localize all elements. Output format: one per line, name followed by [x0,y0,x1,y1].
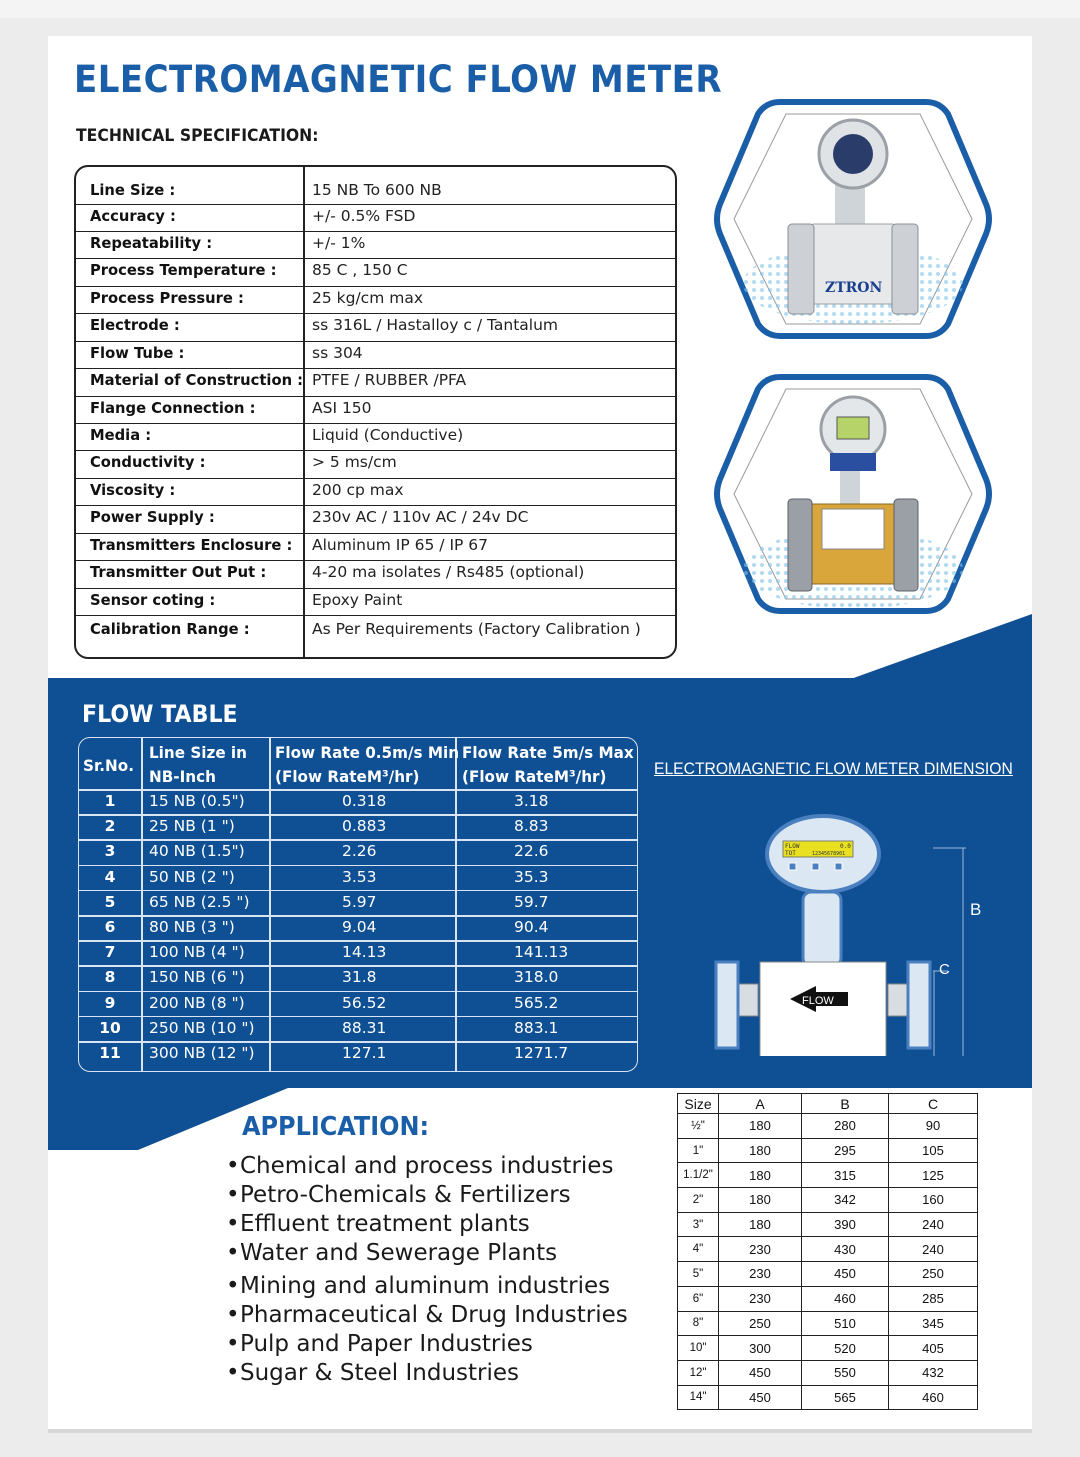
header-flow-min [275,741,459,789]
flow-row-number: 7 [104,943,116,962]
dim-cell-value: 240 [889,1237,978,1262]
spec-row [76,533,675,560]
dim-cell-value: 450 [802,1262,889,1287]
dim-cell-size: 5" [678,1262,719,1287]
dim-cell-size: 6" [678,1286,719,1311]
dim-table-row [678,1237,978,1262]
left-flange [716,962,738,1048]
spec-row [76,478,675,505]
dim-table-row [678,1163,978,1188]
spec-value: +/- 0.5% FSD [312,207,416,225]
header-flow-max [462,741,634,789]
spec-value: Aluminum IP 65 / IP 67 [312,536,489,554]
dimension-drawing [708,806,998,1056]
spec-label: Electrode : [90,316,180,334]
row-divider [79,1016,637,1018]
dim-cell-value: 230 [719,1262,802,1287]
dim-cell-value: 460 [889,1385,978,1410]
dim-label-a: A [818,1024,829,1041]
dim-cell-value: 300 [719,1336,802,1361]
spec-value: Liquid (Conductive) [312,426,464,444]
meter-button-1 [789,863,796,870]
row-divider [79,915,637,917]
meter-button-2 [812,863,819,870]
brochure-page [48,36,1032,1429]
flow-row-max: 90.4 [514,918,549,936]
application-item [226,1273,610,1299]
flow-row-min: 88.31 [342,1018,387,1037]
flow-row-number: 4 [104,867,116,886]
dim-cell-value: 160 [889,1188,978,1213]
spec-row [76,204,675,231]
dim-cell-value: 460 [802,1286,889,1311]
application-item [226,1302,628,1328]
bullet-icon: • [226,1331,240,1357]
flow-table [78,737,638,1072]
dim-cell-value: 180 [719,1212,802,1237]
spec-value: Epoxy Paint [312,591,403,609]
flow-row-number: 6 [104,918,116,936]
spec-row [76,560,675,588]
dim-cell-value: 432 [889,1360,978,1385]
flow-arrow-label: FLOW [802,995,834,1007]
bullet-icon: • [226,1360,240,1386]
bullet-icon: • [226,1182,240,1208]
flow-row-size: 15 NB (0.5") [149,792,245,810]
dim-table-row [678,1262,978,1287]
dim-cell-value: 90 [889,1114,978,1139]
flow-row-min: 0.318 [342,792,387,810]
dim-cell-value: 390 [802,1212,889,1237]
header-flow-max-2: (Flow RateM³/hr) [462,767,607,786]
flow-row-size: 300 NB (12 ") [149,1044,255,1062]
dim-cell-value: 180 [719,1138,802,1163]
row-divider [79,789,637,791]
col-divider [269,738,271,1071]
header-flow-min-2: (Flow RateM³/hr) [275,767,420,786]
flow-row-number: 11 [99,1044,121,1062]
application-item-text: Mining and aluminum industries [240,1273,611,1299]
dim-cell-value: 280 [802,1114,889,1139]
dim-cell-value: 180 [719,1114,802,1139]
flow-row-size: 250 NB (10 ") [149,1018,255,1037]
application-item [226,1182,571,1208]
flow-row-min: 0.883 [342,817,387,836]
dim-header-a: A [719,1094,802,1114]
spec-value: > 5 ms/cm [312,453,397,471]
flow-row-number: 9 [104,993,116,1012]
dim-cell-value: 550 [802,1360,889,1385]
spec-value: 15 NB To 600 NB [312,181,442,199]
dim-cell-value: 285 [889,1286,978,1311]
bullet-icon: • [226,1273,240,1299]
product-image-bottom [710,369,996,619]
dim-cell-size: 14" [678,1385,719,1410]
flow-row-size: 100 NB (4 ") [149,943,245,962]
spec-value: 85 C , 150 C [312,261,408,279]
dim-cell-value: 180 [719,1188,802,1213]
spec-label: Process Temperature : [90,261,277,279]
top-bar [0,0,1080,18]
dim-cell-value: 565 [802,1385,889,1410]
spec-label: Calibration Range : [90,620,250,638]
dim-table-row [678,1385,978,1410]
dim-table-row [678,1114,978,1139]
spec-label: Transmitters Enclosure : [90,536,293,554]
flow-row-min: 5.97 [342,892,377,911]
spec-value: 25 kg/cm max [312,289,424,307]
flow-row-size: 65 NB (2.5 ") [149,892,250,911]
dim-label-c: C [939,961,950,978]
spec-label: Process Pressure : [90,289,244,307]
dim-header-c: C [889,1094,978,1114]
dim-cell-value: 180 [719,1163,802,1188]
dim-cell-size: 8" [678,1311,719,1336]
spec-value: ASI 150 [312,399,372,417]
header-flow-max-1: Flow Rate 5m/s Max [462,743,634,762]
col-divider [141,738,143,1071]
dim-cell-size: 3" [678,1212,719,1237]
dim-table-row [678,1336,978,1361]
application-title: APPLICATION: [242,1112,430,1142]
dim-cell-value: 430 [802,1237,889,1262]
dim-cell-value: 520 [802,1336,889,1361]
application-item-text: Petro-Chemicals & Fertilizers [240,1182,571,1208]
spec-row [76,505,675,533]
dim-table-row [678,1286,978,1311]
flow-row-max: 318.0 [514,968,559,987]
spec-label: Flow Tube : [90,344,185,362]
application-item-text: Chemical and process industries [240,1153,614,1179]
flow-row-min: 14.13 [342,943,387,962]
spec-row [76,313,675,341]
dim-cell-size: 1.1/2" [678,1163,719,1188]
dim-cell-size: 12" [678,1360,719,1385]
flow-row-max: 3.18 [514,792,549,810]
flow-row-size: 50 NB (2 ") [149,867,235,886]
dim-cell-value: 230 [719,1286,802,1311]
dim-table-row [678,1188,978,1213]
lcd-line1-label: FLOW [785,843,800,850]
row-divider [79,814,637,816]
spec-row [76,231,675,258]
flow-row-min: 127.1 [342,1044,387,1062]
band-diagonal [848,614,1032,680]
bottom-shadow [48,1429,1032,1433]
spec-row [76,286,675,313]
spec-label: Conductivity : [90,453,206,471]
lcd-line1-value: 0.0 [840,843,851,850]
row-divider [79,1041,637,1043]
brand-logo: ZTRON [825,280,883,296]
flow-row-size: 40 NB (1.5") [149,842,245,861]
flow-row-max: 59.7 [514,892,549,911]
dim-cell-size: ½" [678,1114,719,1139]
flow-row-number: 5 [104,892,116,911]
header-flow-min-1: Flow Rate 0.5m/s Min [275,743,460,762]
dim-cell-value: 105 [889,1138,978,1163]
flow-row-size: 25 NB (1 ") [149,817,235,836]
row-divider [79,890,637,892]
spec-label: Sensor coting : [90,591,216,609]
dim-cell-value: 230 [719,1237,802,1262]
spec-row [76,167,675,204]
spec-row [76,615,675,659]
header-line-size-1: Line Size in [149,743,247,762]
spec-value: 200 cp max [312,481,404,499]
meter-neck [803,892,841,966]
spec-value: ss 316L / Hastalloy c / Tantalum [312,316,559,334]
application-item-text: Sugar & Steel Industries [240,1360,520,1386]
spec-value: +/- 1% [312,234,366,252]
application-item-text: Effluent treatment plants [240,1211,530,1237]
spec-value: As Per Requirements (Factory Calibration ) [312,620,641,638]
dim-table-row [678,1311,978,1336]
spec-row [76,588,675,615]
dim-cell-value: 250 [889,1262,978,1287]
dim-cell-value: 240 [889,1212,978,1237]
spec-value: 230v AC / 110v AC / 24v DC [312,508,529,526]
dim-cell-value: 450 [719,1360,802,1385]
dimension-title: ELECTROMAGNETIC FLOW METER DIMENSION [654,760,1013,778]
dim-cell-value: 250 [719,1311,802,1336]
flow-row-min: 3.53 [342,867,377,886]
dim-table-row [678,1138,978,1163]
flow-row-size: 80 NB (3 ") [149,918,235,936]
flow-row-number: 3 [104,842,116,861]
flow-table-title: FLOW TABLE [82,700,238,728]
flow-row-number: 2 [104,817,116,836]
application-item [226,1331,533,1357]
flow-row-max: 1271.7 [514,1044,569,1062]
dim-label-b: B [970,900,982,919]
application-item [226,1240,557,1266]
spec-row [76,396,675,423]
spec-label: Repeatability : [90,234,213,252]
flow-row-max: 22.6 [514,842,549,861]
spec-value: PTFE / RUBBER /PFA [312,371,467,389]
right-flange [908,962,930,1048]
spec-label: Power Supply : [90,508,215,526]
bullet-icon: • [226,1211,240,1237]
dim-header-b: B [802,1094,889,1114]
bullet-icon: • [226,1153,240,1179]
flow-row-max: 35.3 [514,867,549,886]
spec-value: 4-20 ma isolates / Rs485 (optional) [312,563,585,581]
header-sr-no: Sr.No. [83,756,134,775]
flow-row-max: 883.1 [514,1018,559,1037]
flow-row-max: 8.83 [514,817,549,836]
spec-row [76,368,675,396]
dimension-table [677,1093,978,1410]
application-item [226,1360,519,1386]
bullet-icon: • [226,1302,240,1328]
spec-table [74,165,677,659]
page-title: ELECTROMAGNETIC FLOW METER [74,58,723,101]
spec-label: Media : [90,426,152,444]
spec-value: ss 304 [312,344,363,362]
dim-cell-value: 295 [802,1138,889,1163]
spec-label: Material of Construction : [90,371,304,389]
flow-row-number: 8 [104,968,116,987]
spec-label: Transmitter Out Put : [90,563,267,581]
spec-heading: TECHNICAL SPECIFICATION: [76,126,319,146]
dim-cell-value: 450 [719,1385,802,1410]
spec-label: Viscosity : [90,481,176,499]
spec-row [76,258,675,286]
band-lower-block [48,1088,138,1150]
spec-row [76,341,675,368]
application-item [226,1153,613,1179]
application-item [226,1211,530,1237]
application-item-text: Water and Sewerage Plants [240,1240,558,1266]
dim-cell-value: 315 [802,1163,889,1188]
dim-cell-value: 125 [889,1163,978,1188]
meter-button-3 [835,863,842,870]
flow-row-max: 141.13 [514,943,569,962]
dim-table-header [678,1094,978,1114]
flow-row-number: 10 [99,1018,121,1037]
flow-row-size: 150 NB (6 ") [149,968,245,987]
flow-row-min: 9.04 [342,918,377,936]
spec-row [76,423,675,450]
dim-cell-size: 4" [678,1237,719,1262]
dim-table-row [678,1212,978,1237]
dim-cell-value: 342 [802,1188,889,1213]
dim-cell-value: 345 [889,1311,978,1336]
dim-header-size: Size [678,1094,719,1114]
header-line-size-2: NB-Inch [149,767,216,786]
lcd-line2-value: 12345678901 [812,851,846,857]
dim-cell-size: 1" [678,1138,719,1163]
spec-label: Accuracy : [90,207,176,225]
lcd-line2-label: TOT [785,850,796,857]
spec-row [76,450,675,478]
dim-cell-size: 2" [678,1188,719,1213]
application-item-text: Pulp and Paper Industries [240,1331,533,1357]
product-image-top [710,94,996,344]
flow-row-min: 31.8 [342,968,377,987]
flow-row-min: 2.26 [342,842,377,861]
spec-label: Line Size : [90,181,176,199]
flow-row-min: 56.52 [342,993,387,1012]
row-divider [79,940,637,942]
row-divider [79,839,637,841]
row-divider [79,865,637,867]
dim-cell-size: 10" [678,1336,719,1361]
dim-table-row [678,1360,978,1385]
bullet-icon: • [226,1240,240,1266]
dim-cell-value: 405 [889,1336,978,1361]
application-item-text: Pharmaceutical & Drug Industries [240,1302,628,1328]
row-divider [79,965,637,967]
flow-row-number: 1 [104,792,116,810]
row-divider [79,991,637,993]
spec-label: Flange Connection : [90,399,256,417]
flow-row-size: 200 NB (8 ") [149,993,245,1012]
header-line-size [149,741,247,789]
dim-cell-value: 510 [802,1311,889,1336]
flow-row-max: 565.2 [514,993,559,1012]
